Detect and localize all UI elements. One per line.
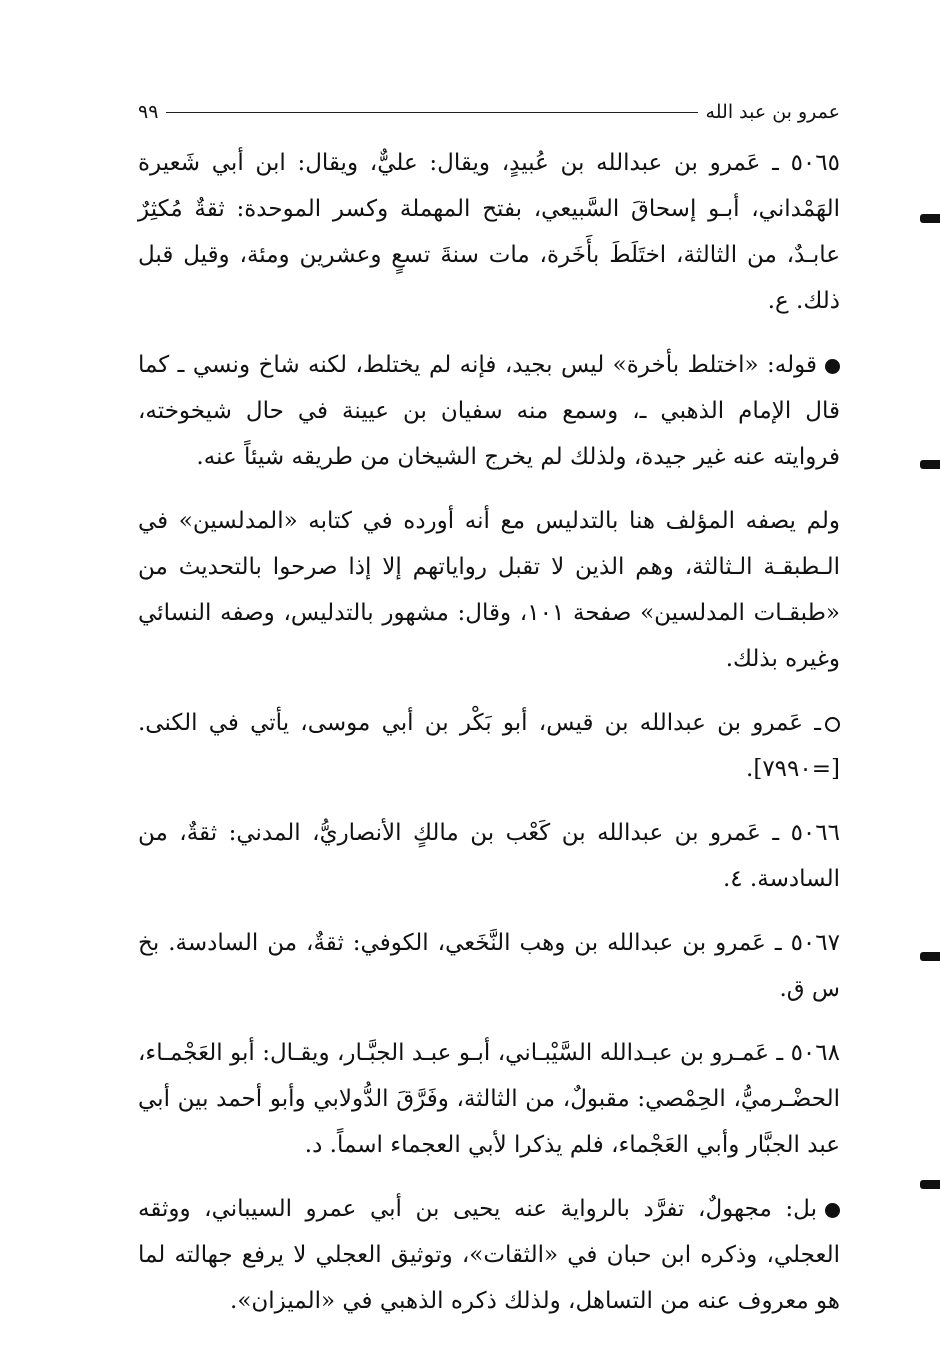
page-edge-mark bbox=[920, 214, 940, 223]
commentary-5065 bbox=[138, 342, 840, 480]
entry-text: ٥٠٦٧ ـ عَمرو بن عبدالله بن وهب النَّخَعي، الكوفي: ثقةٌ، من السادسة. بخ س ق. bbox=[138, 930, 840, 1002]
entry-5068 bbox=[138, 1030, 840, 1168]
page-edge-mark bbox=[920, 952, 940, 961]
page-edge-mark bbox=[920, 460, 940, 469]
commentary-text: بل: مجهولٌ، تفرَّد بالرواية عنه يحيى بن أبي عمرو السيباني، ووثقه العجلي، وذكره ابن حبان في «الثقات»، وتوثيق العجلي لا يرفع جهالته لما هو معروف عنه من التساهل، ولذلك ذكره الذهبي في «الميزان». bbox=[138, 1196, 840, 1314]
commentary-5068 bbox=[138, 1186, 840, 1324]
commentary-text: ولم يصفه المؤلف هنا بالتدليس مع أنه أورده في كتابه «المدلسين» في الـطبقـة الـثالثة، وهم الذين لا تقبل رواياتهم إلا إذا صرحوا بالتحديث من «طبقـات المدلسين» صفحة ١٠١، وقال: مشهور بالتدليس، وصفه النسائي وغيره بذلك. bbox=[138, 508, 840, 672]
entry-text: ٥٠٦٨ ـ عَمـرو بن عبـدالله السَّيْبـاني، أبـو عبـد الجبَّـار، ويقـال: أبو العَجْمـاء، الحضْـرميُّ، الحِمْصي: مقبولٌ، من الثالثة، وفَرَّقَ الدُّولابي وأبو أحمد بين أبي عبد الجبَّار وأبي العَجْماء، فلم يذكرا لأبي العجماء اسماً. د. bbox=[138, 1040, 840, 1158]
entry-5065 bbox=[138, 140, 840, 324]
header-title: عمرو بن عبد الله bbox=[705, 101, 840, 123]
page-number: ٩٩ bbox=[138, 101, 159, 123]
running-header bbox=[138, 92, 840, 132]
entry-5066 bbox=[138, 810, 840, 902]
page-body bbox=[138, 92, 840, 1342]
commentary-text: قوله: «اختلط بأخرة» ليس بجيد، فإنه لم يختلط، لكنه شاخ ونسي ـ كما قال الإمام الذهبي ـ، وسمع منه سفيان بن عيينة في حال شيخوخته، فروايته عنه غير جيدة، ولذلك لم يخرج الشيخان من طريقه شيئاً عنه. bbox=[138, 352, 840, 470]
entry-5067 bbox=[138, 920, 840, 1012]
entry-text: ٥٠٦٥ ـ عَمرو بن عبدالله بن عُبيدٍ، ويقال: عليٌّ، ويقال: ابن أبي شَعيرة الهَمْداني، أبـو إسحاقَ السَّبيعي، بفتح المهملة وكسر الموحدة: ثقةٌ مُكثِرٌ عابـدٌ، من الثالثة، اختَلَطَ بأَخَرة، مات سنةَ تسعٍ وعشرين ومئة، وقيل قبل ذلك. ع. bbox=[138, 150, 840, 314]
bullet-icon bbox=[825, 359, 840, 374]
entry-text: ٥٠٦٦ ـ عَمرو بن عبدالله بن كَعْب بن مالكٍ الأنصاريُّ، المدني: ثقةٌ، من السادسة. ٤. bbox=[138, 820, 840, 892]
circle-marker-icon bbox=[825, 717, 840, 732]
commentary-5065-continued bbox=[138, 498, 840, 682]
bullet-icon bbox=[825, 1203, 840, 1218]
cross-reference-entry bbox=[138, 700, 840, 792]
entry-text: ـ عَمرو بن عبدالله بن قيس، أبو بَكْر بن أبي موسى، يأتي في الكنى. [=٧٩٩٠]. bbox=[138, 710, 840, 782]
page-edge-mark bbox=[920, 1180, 940, 1189]
header-rule bbox=[166, 112, 697, 113]
